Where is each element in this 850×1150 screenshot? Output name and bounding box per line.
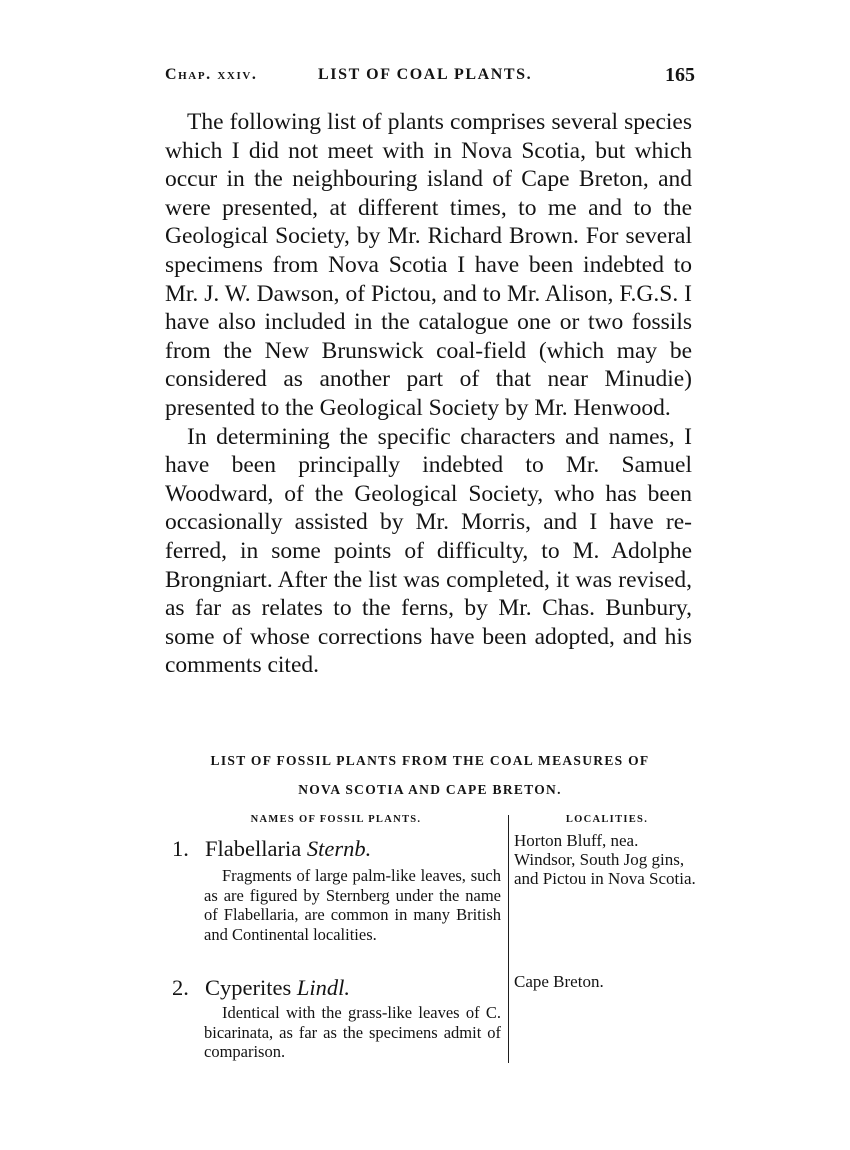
running-title: LIST OF COAL PLANTS. <box>318 66 533 83</box>
entry-description-1 <box>204 866 501 944</box>
body-paragraph-1: The following list of plants comprises several species which I did not meet with in Nova Scotia, but which occur in the neighbouring island of Cape Breton, and were presented, at different times, to me and to the Geological Society, by Mr. Richard Brown. For several specimens from Nova Scotia I have been indebted to Mr. J. W. Dawson, of Pictou, and to Mr. Alison, F.G.S. I have also included in the catalogue one or two fossils from the New Brunswick coal-field (which may be considered as another part of that near Minudie) presented to the Geological Society by Mr. Henwood. <box>165 109 692 421</box>
entry-title-2 <box>172 975 350 1001</box>
entry-genus: Cyperites <box>205 975 292 1000</box>
entry-locality-text: Cape Breton. <box>514 972 604 991</box>
entry-number: 1. <box>172 836 189 861</box>
page-number: 165 <box>665 64 695 86</box>
entry-number: 2. <box>172 975 189 1000</box>
column-header-names: NAMES OF FOSSIL PLANTS. <box>250 814 422 825</box>
entry-authority: Lindl. <box>296 975 351 1000</box>
entry-authority: Sternb. <box>306 836 372 861</box>
body-text <box>165 108 692 680</box>
entry-locality-2 <box>514 972 702 991</box>
entry-description-text: Identical with the grass-like leaves of C. bicarinata, as far as the specimens admit of comparison. <box>204 1003 501 1062</box>
entry-description-text: Fragments of large palm-like leaves, such as are figured by Sternberg under the name of Flabellaria, are common in many British and Continental localities. <box>204 866 501 944</box>
body-paragraph-2: In determining the specific characters and names, I have been principally indebted to Mr. Samuel Woodward, of the Geological Society, who has been occasionally assisted by Mr. Morris, and I have referred, in some points of difficulty, to M. Adolphe Brongniart. After the list was completed, it was revised, as far as relates to the ferns, by Mr. Chas. Bunbury, some of whose corrections have been adopted, and his comments cited. <box>165 423 692 679</box>
table-title-line-2: NOVA SCOTIA AND CAPE BRETON. <box>298 782 562 797</box>
entry-title-1 <box>172 836 371 862</box>
entry-locality-text: Horton Bluff, nea. Windsor, South Jog gins, and Pictou in Nova Scotia. <box>514 831 696 888</box>
running-head <box>165 64 695 90</box>
column-divider <box>508 815 509 1063</box>
table-title-line-1: LIST OF FOSSIL PLANTS FROM THE COAL MEASURES OF <box>210 753 650 768</box>
entry-locality-1 <box>514 831 702 888</box>
entry-description-2 <box>204 1003 501 1062</box>
entry-genus: Flabellaria <box>205 836 302 861</box>
column-header-localities: LOCALITIES. <box>565 814 649 825</box>
chapter-label: Chap. xxiv. <box>165 66 258 83</box>
